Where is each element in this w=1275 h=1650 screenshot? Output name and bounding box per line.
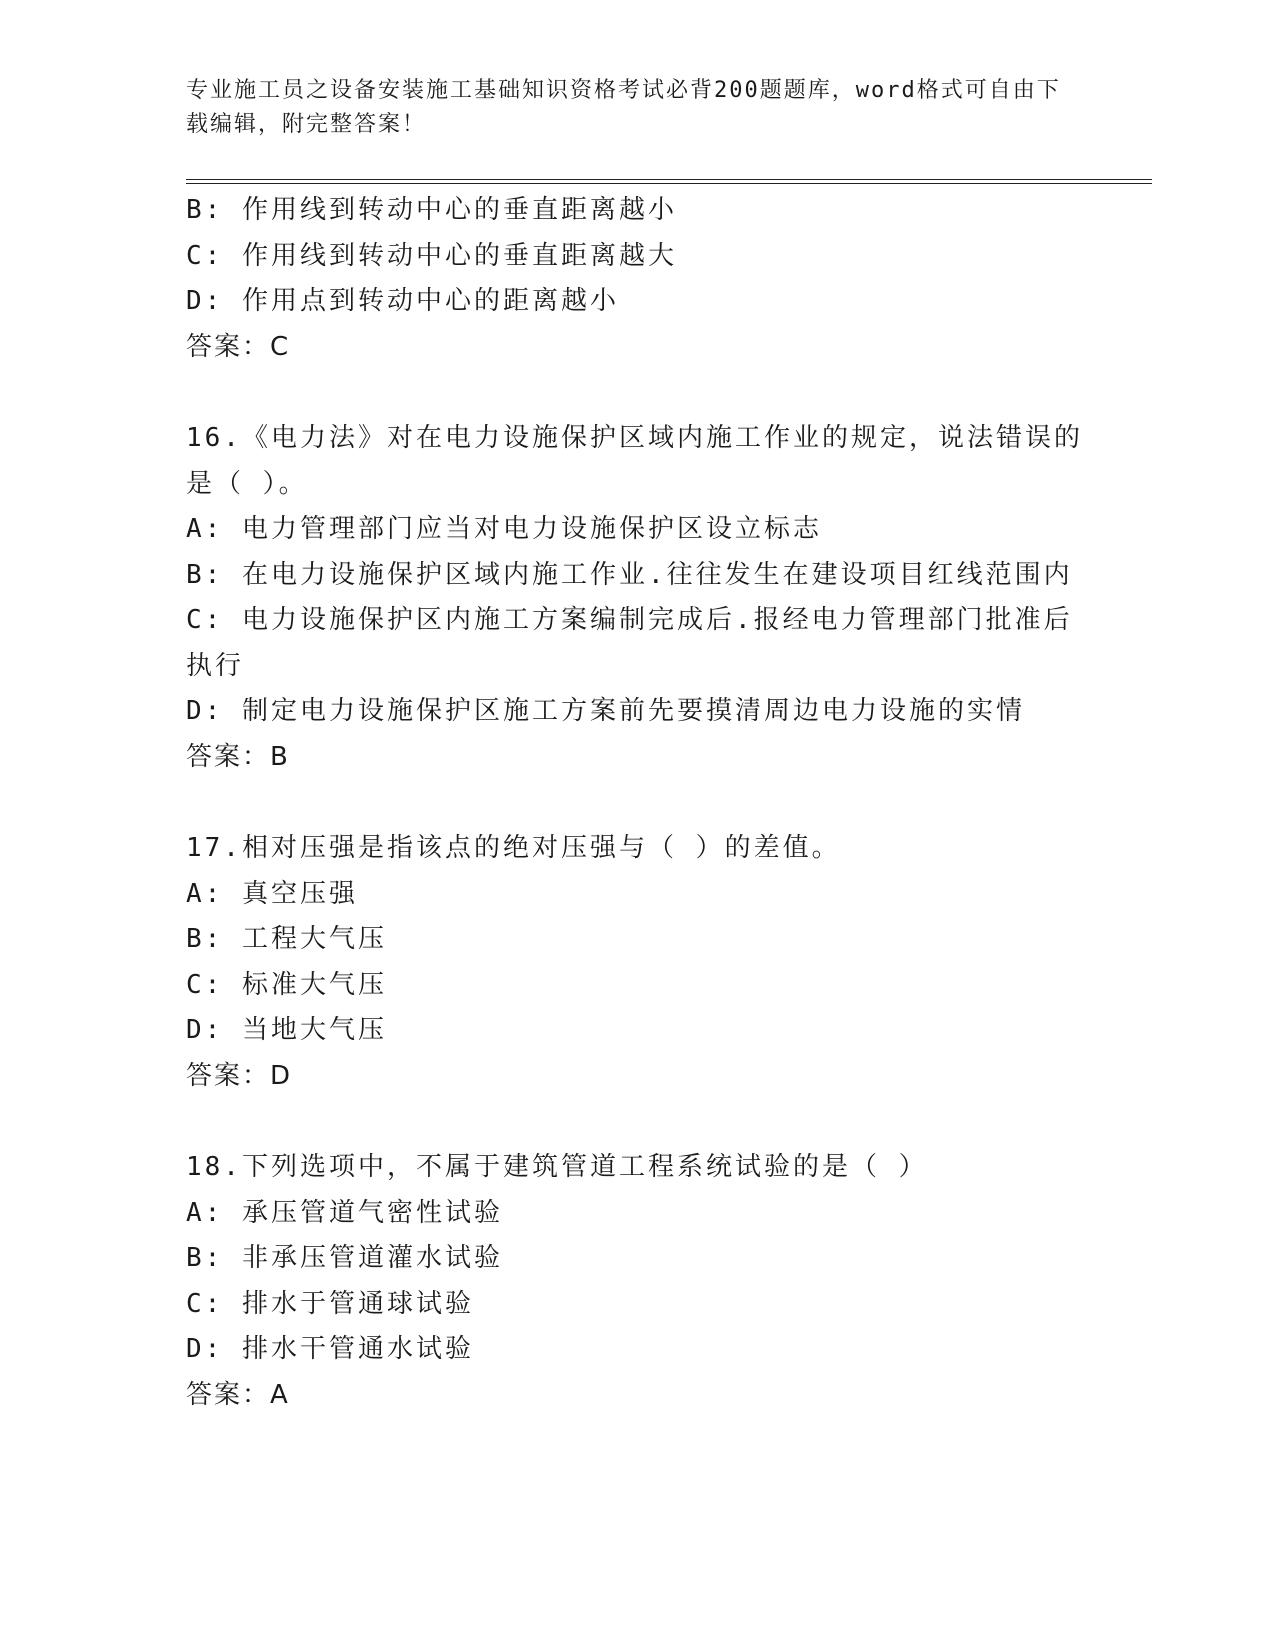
option-d: D: 当地大气压 xyxy=(186,1015,387,1045)
answer-line: 答案：B xyxy=(186,741,290,772)
question-stem: 17.相对压强是指该点的绝对压强与（ ）的差值。 xyxy=(186,833,841,863)
option-b: B: 作用线到转动中心的垂直距离越小 xyxy=(186,195,677,225)
question-16 xyxy=(186,416,1152,780)
answer-line: 答案：D xyxy=(186,1060,293,1091)
question-stem-continued: 是（ ）。 xyxy=(186,468,308,499)
option-c: C: 电力设施保护区内施工方案编制完成后.报经电力管理部门批准后 xyxy=(186,605,1073,635)
question-stem: 18.下列选项中，不属于建筑管道工程系统试验的是（ ） xyxy=(186,1152,928,1182)
option-b: B: 在电力设施保护区域内施工作业.往往发生在建设项目红线范围内 xyxy=(186,559,1073,590)
option-c: C: 标准大气压 xyxy=(186,969,387,1000)
spacer xyxy=(186,780,1152,826)
option-a: A: 承压管道气密性试验 xyxy=(186,1197,503,1228)
question-stem: 16.《电力法》对在电力设施保护区域内施工作业的规定，说法错误的 xyxy=(186,423,1083,453)
option-d: D: 排水干管通水试验 xyxy=(186,1334,474,1364)
question-15-continued xyxy=(186,188,1152,370)
option-c: C: 排水于管通球试验 xyxy=(186,1288,474,1319)
option-d: D: 作用点到转动中心的距离越小 xyxy=(186,286,619,316)
spacer xyxy=(186,1099,1152,1145)
question-18 xyxy=(186,1145,1152,1418)
option-c: C: 作用线到转动中心的垂直距离越大 xyxy=(186,240,677,271)
option-d: D: 制定电力设施保护区施工方案前先要摸清周边电力设施的实情 xyxy=(186,696,1025,726)
question-17 xyxy=(186,826,1152,1099)
header-double-rule xyxy=(186,179,1152,184)
spacer xyxy=(186,370,1152,416)
option-b: B: 非承压管道灌水试验 xyxy=(186,1243,503,1273)
answer-line: 答案：A xyxy=(186,1379,290,1410)
option-c-continued: 执行 xyxy=(186,650,245,681)
page-header-text: 专业施工员之设备安装施工基础知识资格考试必背200题题库，word格式可自由下载编辑，附完整答案！ xyxy=(186,78,1061,137)
option-b: B: 工程大气压 xyxy=(186,924,387,954)
answer-line: 答案：C xyxy=(186,331,291,362)
question-content xyxy=(186,188,1152,1418)
option-a: A: 电力管理部门应当对电力设施保护区设立标志 xyxy=(186,514,822,544)
option-a: A: 真空压强 xyxy=(186,878,358,909)
